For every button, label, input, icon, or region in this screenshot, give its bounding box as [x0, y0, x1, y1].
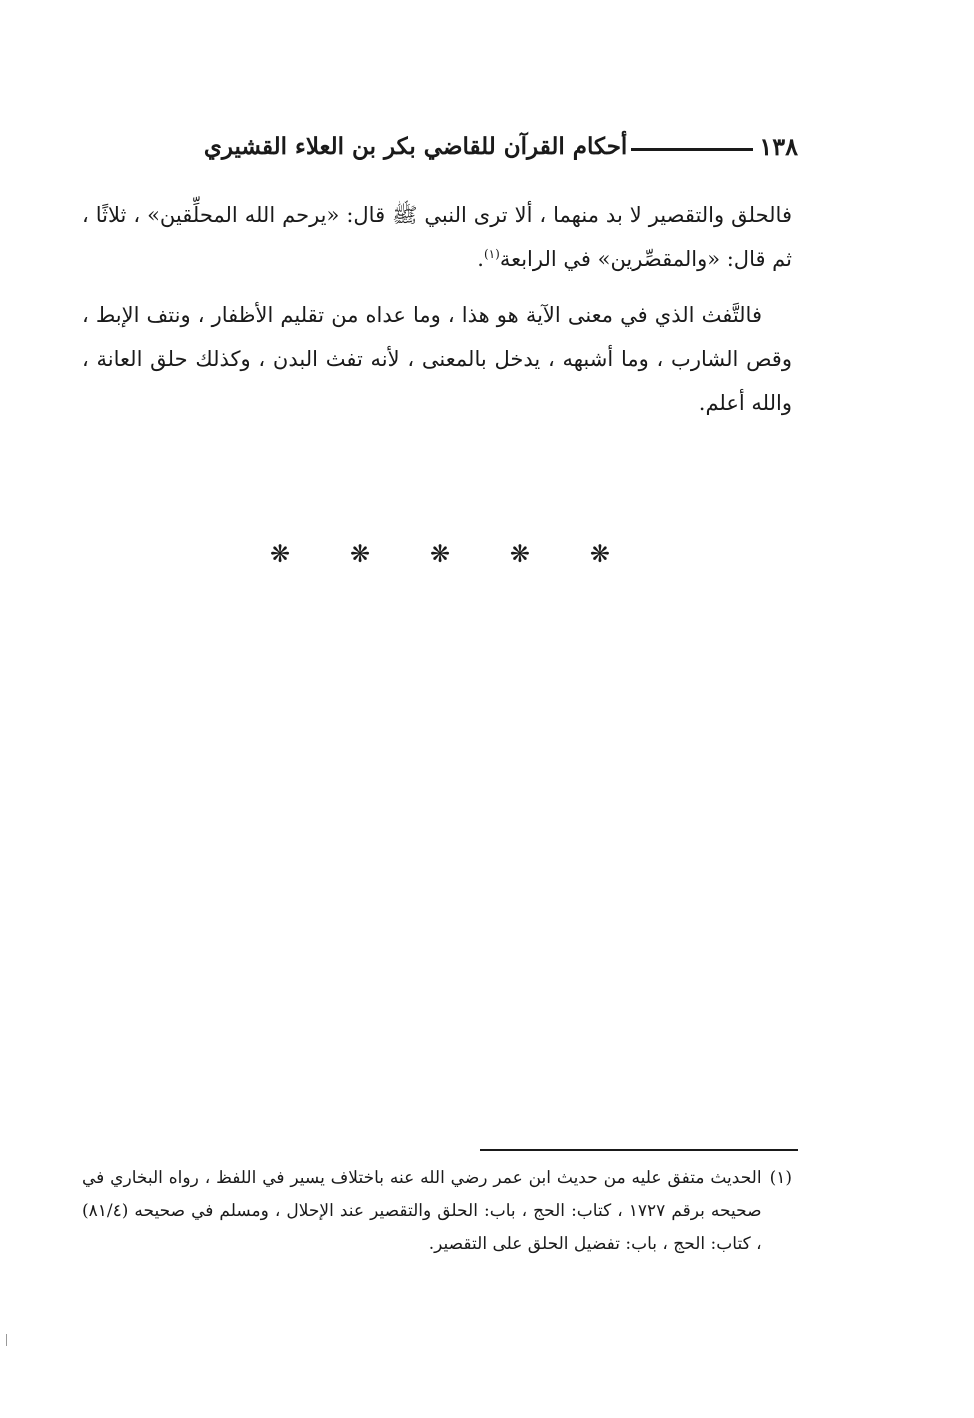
paragraph-text: فالحلق والتقصير لا بد منهما ، ألا ترى النبي ﷺ قال: «يرحم الله المحلِّقين» ، ثلاثًا ، ثم قال: «والمقصِّرين» في الرابعة	[82, 203, 792, 271]
header-rule	[631, 148, 753, 151]
book-title: أحكام القرآن للقاضي بكر بن العلاء القشيري	[203, 132, 628, 160]
footnote-number: (١)	[769, 1168, 792, 1188]
paragraph	[82, 193, 792, 281]
paragraph-text: فالتَّفث الذي في معنى الآية هو هذا ، وما عداه من تقليم الأظفار ، ونتف الإبط ، وقص الشارب ، وما أشبهه ، يدخل بالمعنى ، لأنه تفث البدن ، وكذلك حلق العانة ، والله أعلم.	[82, 303, 792, 415]
star-ornament-icon: ❋	[509, 540, 531, 568]
footnote	[82, 1162, 792, 1261]
star-ornament-icon: ❋	[270, 540, 291, 568]
page-number: ١٣٨	[759, 131, 798, 161]
footnotes	[82, 1162, 792, 1261]
margin-mark	[6, 1334, 7, 1346]
star-ornament-icon: ❋	[349, 540, 371, 568]
paragraph-end: .	[477, 247, 484, 271]
star-ornament-icon: ❋	[429, 540, 451, 568]
footnote-divider	[480, 1149, 798, 1151]
footnote-reference: (١)	[483, 247, 500, 261]
running-header	[82, 126, 798, 166]
section-separator	[270, 540, 610, 568]
footnote-text: الحديث متفق عليه من حديث ابن عمر رضي الله عنه باختلاف يسير في اللفظ ، رواه البخاري في صحيحه برقم ١٧٢٧ ، كتاب: الحج ، باب: الحلق والتقصير عند الإحلال ، ومسلم في صحيحه (٨١/٤) ، كتاب: الحج ، باب: تفضيل الحلق على التقصير.	[82, 1168, 762, 1254]
star-ornament-icon: ❋	[589, 540, 610, 568]
paragraph	[82, 293, 792, 425]
main-text	[82, 193, 792, 425]
